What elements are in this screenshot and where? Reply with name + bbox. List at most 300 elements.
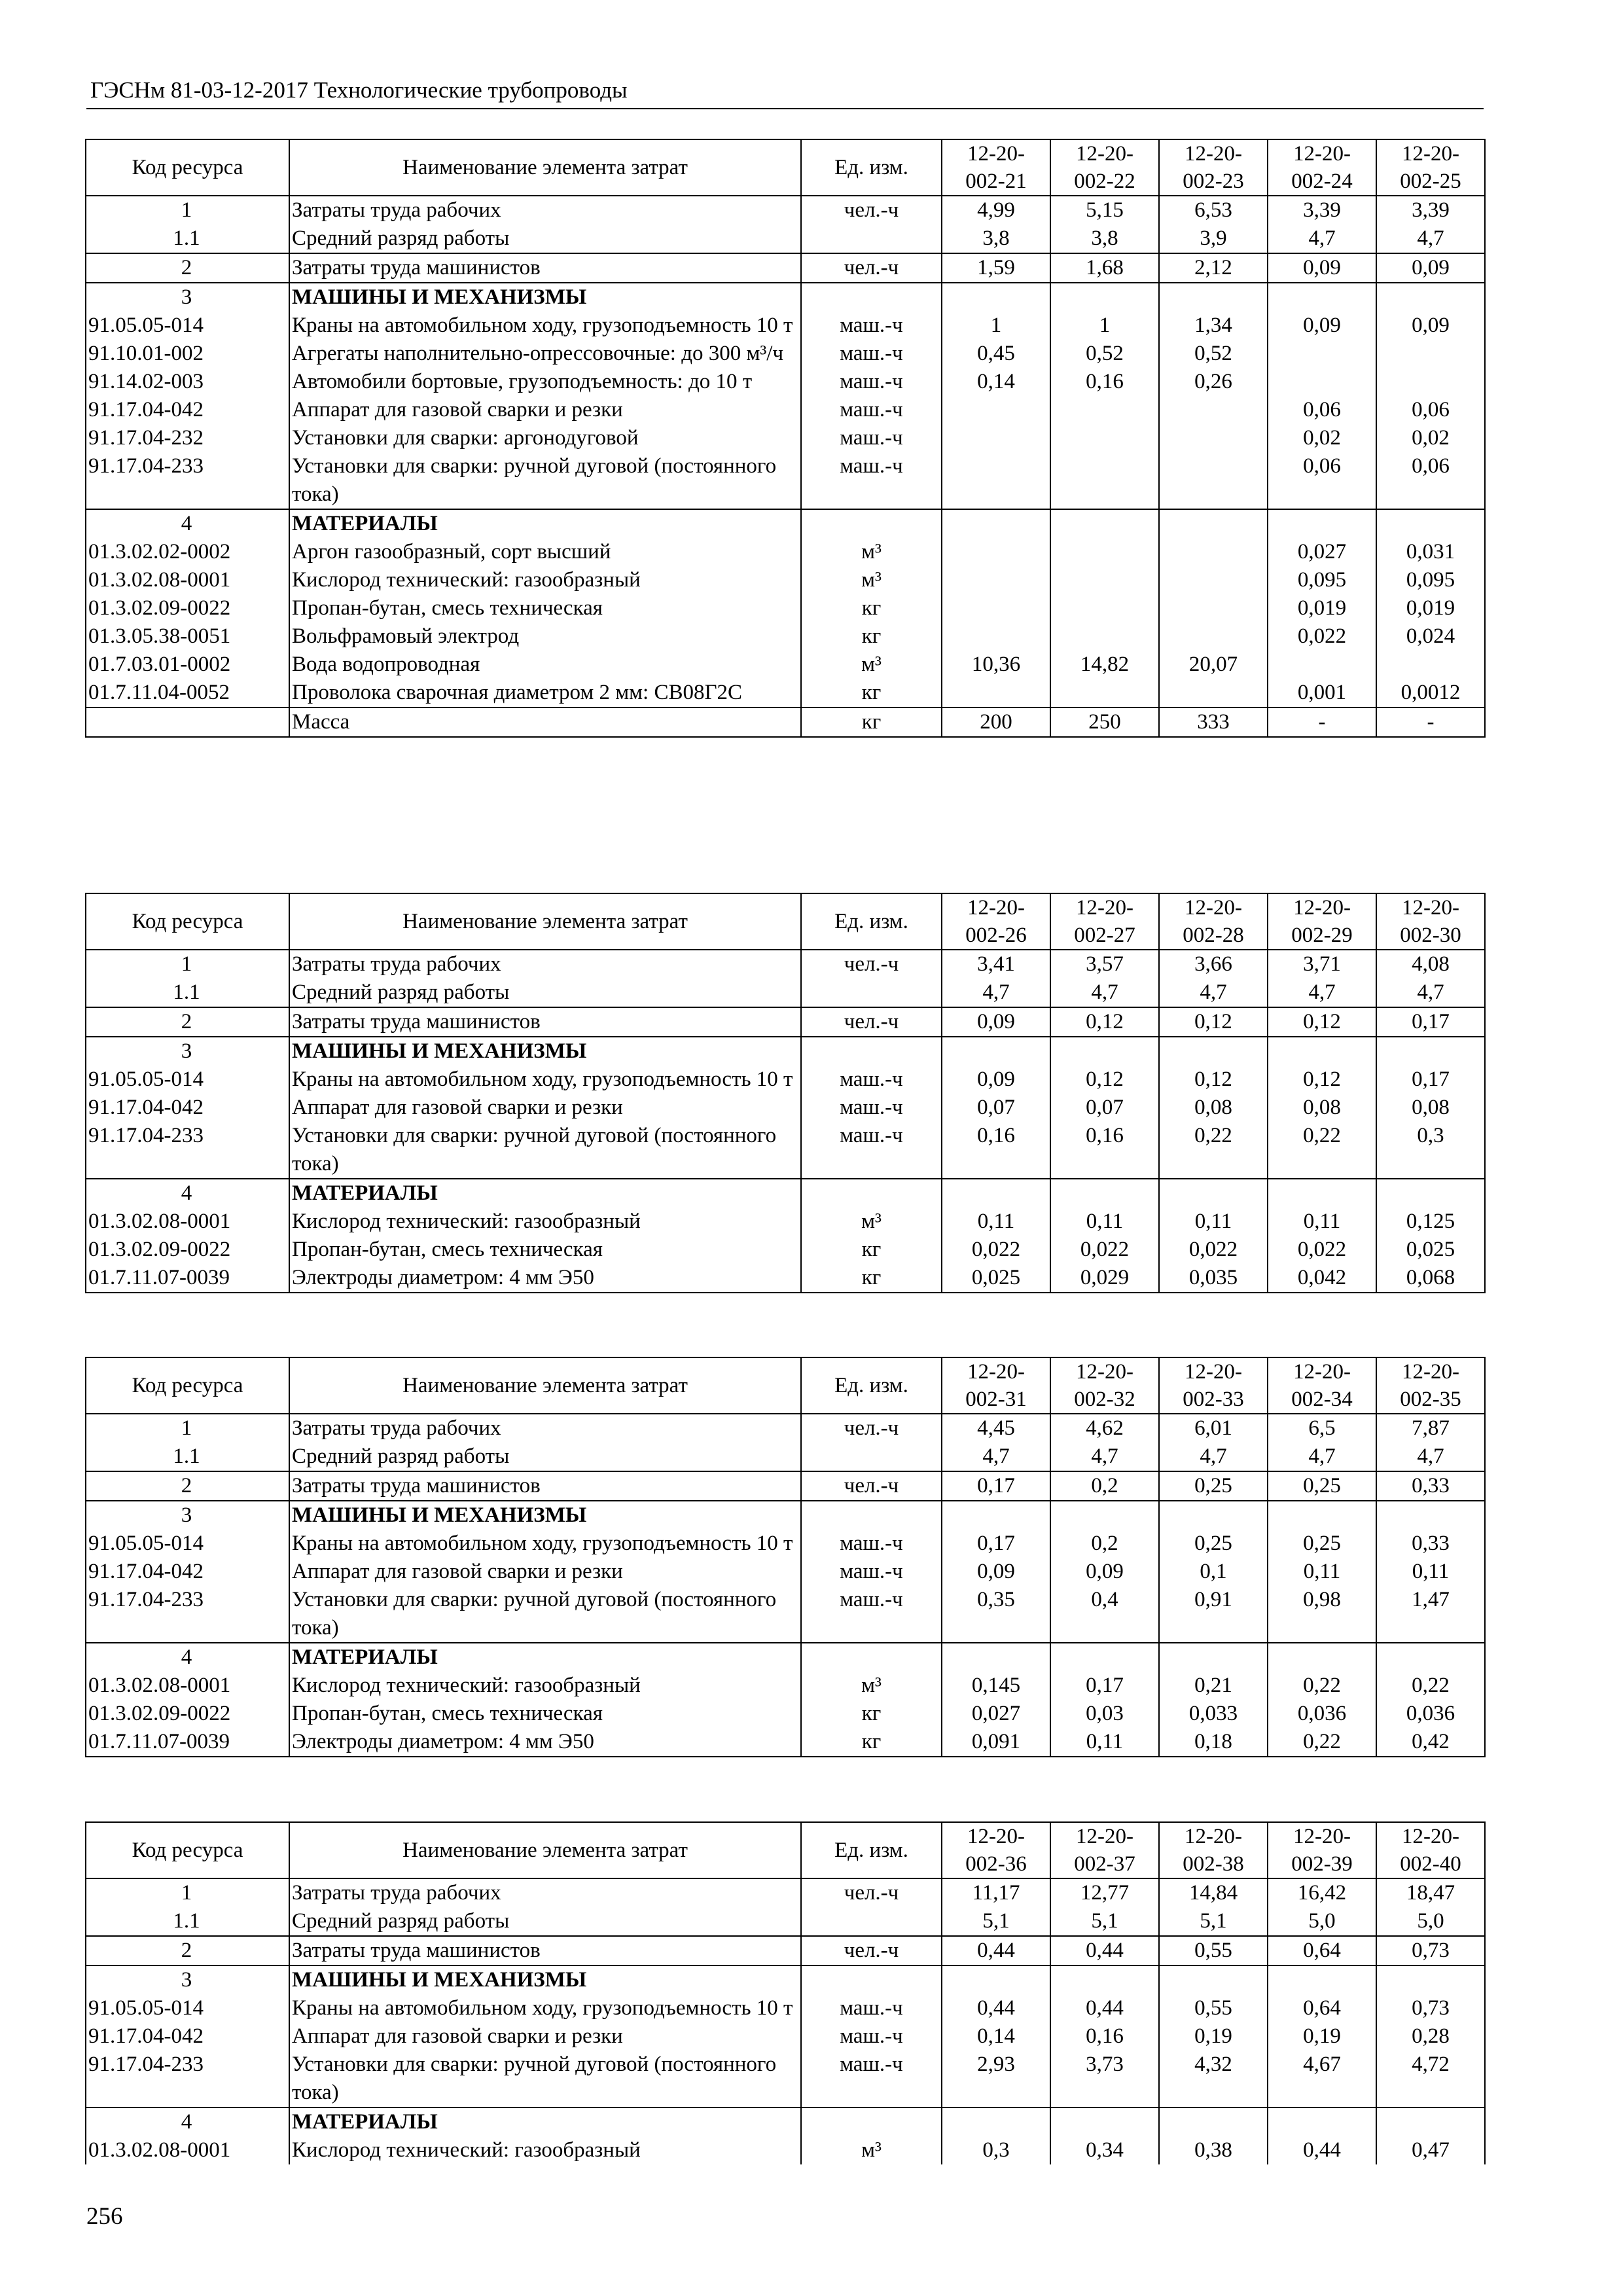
header-code-column: Код ресурса	[86, 139, 289, 196]
resource-value: 0,11	[1376, 1558, 1485, 1586]
resource-value: 0,22	[1268, 1728, 1376, 1757]
resource-unit	[801, 1037, 942, 1066]
resource-value	[1159, 424, 1268, 452]
resource-value	[1159, 1037, 1268, 1066]
resource-value: 0,4	[1050, 1586, 1159, 1643]
resource-value: 0,022	[1268, 622, 1376, 651]
resource-value	[1376, 1037, 1485, 1066]
resource-name: МАТЕРИАЛЫ	[289, 1643, 801, 1672]
resource-value: 14,84	[1159, 1878, 1268, 1907]
resource-unit: маш.-ч	[801, 452, 942, 509]
resource-name: Электроды диаметром: 4 мм Э50	[289, 1728, 801, 1757]
resource-value: 0,17	[1376, 1007, 1485, 1037]
header-norm-code	[1159, 139, 1268, 196]
resource-value: 2,93	[942, 2051, 1050, 2108]
resource-code: 91.05.05-014	[86, 1530, 289, 1558]
resource-unit: маш.-ч	[801, 1122, 942, 1179]
document-header-title: ГЭСНм 81-03-12-2017 Технологические трубопроводы	[90, 77, 628, 103]
resource-value: 4,7	[1050, 978, 1159, 1007]
resource-value: 3,39	[1268, 196, 1376, 224]
section-row	[86, 1501, 1485, 1530]
resource-value: 0,16	[1050, 2022, 1159, 2051]
resource-value: 0,22	[1268, 1122, 1376, 1179]
table-header-row	[86, 1822, 1485, 1878]
table-row	[86, 1728, 1485, 1757]
resource-code: 01.3.02.08-0001	[86, 566, 289, 594]
resource-name: Средний разряд работы	[289, 224, 801, 253]
resource-value: 0,16	[942, 1122, 1050, 1179]
resource-name: Затраты труда машинистов	[289, 1936, 801, 1965]
header-norm-code	[1159, 1357, 1268, 1414]
resource-value: 0,17	[1050, 1672, 1159, 1700]
resource-value	[1159, 679, 1268, 708]
resource-unit: кг	[801, 1728, 942, 1757]
resource-value: 4,7	[1268, 224, 1376, 253]
resource-unit: маш.-ч	[801, 1094, 942, 1122]
header-norm-code	[1376, 893, 1485, 950]
resource-code: 1	[86, 1414, 289, 1443]
resource-name: Аппарат для газовой сварки и резки	[289, 1558, 801, 1586]
resource-value: 0,25	[1268, 1530, 1376, 1558]
resource-value: 4,62	[1050, 1414, 1159, 1443]
table-row	[86, 1672, 1485, 1700]
resource-value: 0,09	[1376, 253, 1485, 283]
header-norm-code-line: 12-20-	[1293, 142, 1351, 166]
resource-name: Затраты труда машинистов	[289, 253, 801, 283]
table-row	[86, 1558, 1485, 1586]
resource-name: МАТЕРИАЛЫ	[289, 1179, 801, 1208]
resource-name: Затраты труда машинистов	[289, 1471, 801, 1501]
header-norm-code	[1268, 1822, 1376, 1878]
header-code-column: Код ресурса	[86, 893, 289, 950]
resource-code: 01.3.02.09-0022	[86, 1700, 289, 1728]
resource-value: 4,08	[1376, 950, 1485, 978]
resource-code: 1.1	[86, 1907, 289, 1936]
section-row	[86, 1965, 1485, 1994]
resource-name: Пропан-бутан, смесь техническая	[289, 594, 801, 622]
resource-value	[1268, 1037, 1376, 1066]
resource-code: 01.7.11.07-0039	[86, 1264, 289, 1293]
resource-value	[942, 1965, 1050, 1994]
resource-value: 5,1	[942, 1907, 1050, 1936]
header-norm-code-line: 002-34	[1291, 1388, 1353, 1411]
resource-code: 2	[86, 1936, 289, 1965]
resource-value	[942, 622, 1050, 651]
resource-value	[1268, 1965, 1376, 1994]
resource-value	[1376, 1643, 1485, 1672]
resource-name: Установки для сварки: ручной дуговой (постоянного тока)	[289, 2051, 801, 2108]
resource-value: 16,42	[1268, 1878, 1376, 1907]
resource-name: МАТЕРИАЛЫ	[289, 509, 801, 538]
resource-name: Затраты труда машинистов	[289, 1007, 801, 1037]
table-row	[86, 594, 1485, 622]
resource-value	[1050, 424, 1159, 452]
resource-value	[942, 566, 1050, 594]
resource-name: Аргон газообразный, сорт высший	[289, 538, 801, 566]
resource-code: 2	[86, 253, 289, 283]
table-row	[86, 196, 1485, 224]
resource-value: 0,024	[1376, 622, 1485, 651]
resource-value	[942, 283, 1050, 312]
resource-value	[1050, 566, 1159, 594]
resource-unit: маш.-ч	[801, 1558, 942, 1586]
resource-code: 3	[86, 1965, 289, 1994]
resource-value: 3,71	[1268, 950, 1376, 978]
header-norm-code-line: 002-26	[965, 924, 1027, 947]
resource-value: 3,9	[1159, 224, 1268, 253]
resource-value: 0,09	[942, 1007, 1050, 1037]
resource-value: 0,19	[1268, 2022, 1376, 2051]
resource-unit: маш.-ч	[801, 340, 942, 368]
resource-code: 91.05.05-014	[86, 1994, 289, 2022]
resource-value: 0,18	[1159, 1728, 1268, 1757]
resource-value: 0,21	[1159, 1672, 1268, 1700]
resource-value: 1,34	[1159, 312, 1268, 340]
resource-unit	[801, 224, 942, 253]
resource-name: Затраты труда рабочих	[289, 1414, 801, 1443]
resource-value	[1376, 1179, 1485, 1208]
header-norm-code-line: 002-30	[1400, 924, 1461, 947]
header-norm-code-line: 12-20-	[1185, 1360, 1242, 1384]
resource-value	[1268, 283, 1376, 312]
resource-value	[942, 396, 1050, 424]
resource-value	[942, 452, 1050, 509]
resource-unit: маш.-ч	[801, 2022, 942, 2051]
resource-name: Краны на автомобильном ходу, грузоподъемность 10 т	[289, 1994, 801, 2022]
section-row	[86, 283, 1485, 312]
resource-code: 4	[86, 1179, 289, 1208]
resource-value: 14,82	[1050, 651, 1159, 679]
table-row	[86, 679, 1485, 708]
resource-value: 0,73	[1376, 1936, 1485, 1965]
resource-code: 91.05.05-014	[86, 312, 289, 340]
table-row	[86, 224, 1485, 253]
header-norm-code-line: 002-29	[1291, 924, 1353, 947]
resource-unit: м³	[801, 651, 942, 679]
resource-name: Электроды диаметром: 4 мм Э50	[289, 1264, 801, 1293]
resource-value	[1376, 283, 1485, 312]
resource-value: 1	[942, 312, 1050, 340]
section-row	[86, 1179, 1485, 1208]
header-norm-code	[942, 1357, 1050, 1414]
resource-value	[942, 1643, 1050, 1672]
table-row	[86, 1936, 1485, 1965]
section-row	[86, 2108, 1485, 2136]
resource-value	[1159, 594, 1268, 622]
resource-unit: маш.-ч	[801, 424, 942, 452]
resource-value: 3,8	[1050, 224, 1159, 253]
resource-value: 0,06	[1268, 396, 1376, 424]
resource-value: 0,22	[1376, 1672, 1485, 1700]
table-row	[86, 978, 1485, 1007]
header-norm-code	[1376, 139, 1485, 196]
resource-code: 01.3.02.09-0022	[86, 1236, 289, 1264]
header-norm-code-line: 002-21	[965, 170, 1027, 193]
resource-value: 0,09	[1268, 253, 1376, 283]
resource-value: 0,17	[942, 1530, 1050, 1558]
section-row	[86, 509, 1485, 538]
resource-value: 0,001	[1268, 679, 1376, 708]
resource-value	[1050, 1501, 1159, 1530]
resource-value: 0,25	[1159, 1471, 1268, 1501]
table-row	[86, 566, 1485, 594]
resource-code: 1	[86, 1878, 289, 1907]
table-row	[86, 1878, 1485, 1907]
resource-table-3	[85, 1357, 1486, 1757]
resource-value: 0,22	[1159, 1122, 1268, 1179]
resource-value	[1050, 538, 1159, 566]
resource-value: 0,12	[1050, 1007, 1159, 1037]
resource-unit	[801, 1443, 942, 1471]
table-row	[86, 1414, 1485, 1443]
resource-value: 0,52	[1159, 340, 1268, 368]
resource-value: 0,035	[1159, 1264, 1268, 1293]
header-norm-code-line: 12-20-	[1402, 1825, 1459, 1848]
resource-table-2	[85, 893, 1486, 1293]
resource-value: 0,17	[942, 1471, 1050, 1501]
resource-unit: кг	[801, 708, 942, 737]
resource-unit: м³	[801, 1208, 942, 1236]
resource-code: 91.17.04-042	[86, 396, 289, 424]
resource-value: 0,16	[1050, 1122, 1159, 1179]
resource-value	[942, 424, 1050, 452]
table-header-row	[86, 1357, 1485, 1414]
resource-value: 0,11	[1268, 1208, 1376, 1236]
resource-value: 0,11	[942, 1208, 1050, 1236]
table-row	[86, 708, 1485, 737]
header-norm-code-line: 002-27	[1074, 924, 1135, 947]
header-norm-code-line: 002-35	[1400, 1388, 1461, 1411]
resource-value	[1159, 622, 1268, 651]
header-norm-code	[1376, 1357, 1485, 1414]
resource-name: МАШИНЫ И МЕХАНИЗМЫ	[289, 1965, 801, 1994]
resource-unit: кг	[801, 679, 942, 708]
resource-code: 91.14.02-003	[86, 368, 289, 396]
header-norm-code-line: 002-28	[1183, 924, 1244, 947]
resource-value: 0,068	[1376, 1264, 1485, 1293]
resource-value	[1268, 2108, 1376, 2136]
resource-name: Затраты труда рабочих	[289, 950, 801, 978]
header-norm-code-line: 002-23	[1183, 170, 1244, 193]
header-norm-code-line: 12-20-	[967, 896, 1025, 920]
resource-value: 4,7	[1268, 978, 1376, 1007]
resource-value	[1050, 2108, 1159, 2136]
table-row	[86, 622, 1485, 651]
header-name-column: Наименование элемента затрат	[289, 139, 801, 196]
resource-value: 12,77	[1050, 1878, 1159, 1907]
resource-unit: маш.-ч	[801, 1994, 942, 2022]
page-number: 256	[86, 2203, 123, 2230]
resource-value	[1268, 1179, 1376, 1208]
header-rule	[86, 108, 1484, 109]
resource-code: 1.1	[86, 1443, 289, 1471]
resource-unit: чел.-ч	[801, 1936, 942, 1965]
resource-value: 0,08	[1159, 1094, 1268, 1122]
resource-value	[942, 1179, 1050, 1208]
resource-value: 0,91	[1159, 1586, 1268, 1643]
resource-value	[942, 2108, 1050, 2136]
resource-value: 0,25	[1268, 1471, 1376, 1501]
resource-value: 0,52	[1050, 340, 1159, 368]
resource-value: 4,7	[942, 1443, 1050, 1471]
resource-unit	[801, 2108, 942, 2136]
resource-value: 1,68	[1050, 253, 1159, 283]
resource-value: 0,33	[1376, 1530, 1485, 1558]
resource-value	[1050, 1037, 1159, 1066]
resource-unit	[801, 1501, 942, 1530]
resource-value: 0,55	[1159, 1936, 1268, 1965]
resource-code: 01.3.02.08-0001	[86, 2136, 289, 2164]
resource-value	[1376, 368, 1485, 396]
resource-code	[86, 708, 289, 737]
resource-code: 01.3.02.08-0001	[86, 1672, 289, 1700]
header-norm-code-line: 002-31	[965, 1388, 1027, 1411]
resource-value: 0,02	[1376, 424, 1485, 452]
resource-value: 18,47	[1376, 1878, 1485, 1907]
resource-code: 2	[86, 1007, 289, 1037]
header-name-column: Наименование элемента затрат	[289, 1357, 801, 1414]
resource-value	[1376, 509, 1485, 538]
resource-name: Затраты труда рабочих	[289, 196, 801, 224]
resource-value: 0,025	[942, 1264, 1050, 1293]
resource-value: 0,07	[1050, 1094, 1159, 1122]
header-norm-code	[1268, 893, 1376, 950]
table-row	[86, 1066, 1485, 1094]
resource-name: Установки для сварки: ручной дуговой (постоянного тока)	[289, 1586, 801, 1643]
resource-value: 0,64	[1268, 1994, 1376, 2022]
header-norm-code-line: 12-20-	[1402, 142, 1459, 166]
resource-value: 0,033	[1159, 1700, 1268, 1728]
resource-value	[1050, 1965, 1159, 1994]
resource-code: 91.05.05-014	[86, 1066, 289, 1094]
resource-name: Краны на автомобильном ходу, грузоподъемность 10 т	[289, 312, 801, 340]
resource-unit: чел.-ч	[801, 196, 942, 224]
table-row	[86, 1994, 1485, 2022]
header-norm-code-line: 002-32	[1074, 1388, 1135, 1411]
resource-value: 0,022	[1159, 1236, 1268, 1264]
table-row	[86, 2022, 1485, 2051]
resource-unit: чел.-ч	[801, 253, 942, 283]
resource-value: 7,87	[1376, 1414, 1485, 1443]
resource-code: 91.17.04-042	[86, 1558, 289, 1586]
resource-value: 0,17	[1376, 1066, 1485, 1094]
resource-value: 0,09	[1050, 1558, 1159, 1586]
resource-unit: чел.-ч	[801, 1007, 942, 1037]
resource-value: 0,12	[1268, 1007, 1376, 1037]
header-norm-code	[1050, 1822, 1159, 1878]
resource-value: 4,72	[1376, 2051, 1485, 2108]
resource-name: Кислород технический: газообразный	[289, 2136, 801, 2164]
resource-value: 0,08	[1268, 1094, 1376, 1122]
resource-value: 0,12	[1159, 1007, 1268, 1037]
resource-value: 0,125	[1376, 1208, 1485, 1236]
resource-value: 200	[942, 708, 1050, 737]
resource-value	[1050, 1643, 1159, 1672]
header-norm-code-line: 12-20-	[1402, 1360, 1459, 1384]
table-row	[86, 1907, 1485, 1936]
table-row	[86, 1122, 1485, 1179]
resource-value: 0,98	[1268, 1586, 1376, 1643]
resource-value: 0,022	[1268, 1236, 1376, 1264]
resource-code: 3	[86, 1501, 289, 1530]
resource-code: 91.10.01-002	[86, 340, 289, 368]
resource-value: 4,32	[1159, 2051, 1268, 2108]
header-unit-column: Ед. изм.	[801, 1357, 942, 1414]
resource-unit: кг	[801, 594, 942, 622]
resource-code: 1	[86, 950, 289, 978]
resource-value: 0,0012	[1376, 679, 1485, 708]
resource-unit: кг	[801, 1264, 942, 1293]
table-row	[86, 538, 1485, 566]
resource-value: 6,5	[1268, 1414, 1376, 1443]
resource-value: 0,55	[1159, 1994, 1268, 2022]
resource-value	[942, 679, 1050, 708]
resource-code: 3	[86, 1037, 289, 1066]
resource-value: 0,09	[1376, 312, 1485, 340]
table-row	[86, 312, 1485, 340]
table-row	[86, 368, 1485, 396]
resource-value: -	[1376, 708, 1485, 737]
resource-value	[1159, 452, 1268, 509]
resource-value: 3,39	[1376, 196, 1485, 224]
table-row	[86, 452, 1485, 509]
resource-value: 0,036	[1268, 1700, 1376, 1728]
table-row	[86, 253, 1485, 283]
resource-name: Проволока сварочная диаметром 2 мм: СВ08Г2С	[289, 679, 801, 708]
resource-value: 0,14	[942, 368, 1050, 396]
resource-value	[1268, 1501, 1376, 1530]
resource-value: 0,44	[942, 1994, 1050, 2022]
resource-value: 0,07	[942, 1094, 1050, 1122]
resource-value: 1	[1050, 312, 1159, 340]
resource-code: 3	[86, 283, 289, 312]
resource-value: 0,091	[942, 1728, 1050, 1757]
header-norm-code	[942, 1822, 1050, 1878]
table-row	[86, 1208, 1485, 1236]
resource-value: 20,07	[1159, 651, 1268, 679]
resource-name: Кислород технический: газообразный	[289, 1672, 801, 1700]
header-norm-code-line: 002-37	[1074, 1852, 1135, 1876]
resource-value	[1159, 1965, 1268, 1994]
table-row	[86, 1007, 1485, 1037]
resource-name: Аппарат для газовой сварки и резки	[289, 1094, 801, 1122]
resource-value: 0,3	[942, 2136, 1050, 2164]
header-norm-code-line: 12-20-	[1185, 896, 1242, 920]
header-norm-code-line: 002-22	[1074, 170, 1135, 193]
table-row	[86, 2051, 1485, 2108]
header-norm-code-line: 12-20-	[1293, 1360, 1351, 1384]
resource-value	[1050, 509, 1159, 538]
resource-value: 250	[1050, 708, 1159, 737]
resource-value: 3,41	[942, 950, 1050, 978]
resource-value	[1159, 566, 1268, 594]
resource-value: 0,11	[1050, 1728, 1159, 1757]
resource-value: 5,1	[1050, 1907, 1159, 1936]
resource-value: 4,7	[1159, 978, 1268, 1007]
header-norm-code-line: 12-20-	[1293, 896, 1351, 920]
resource-value: 0,44	[1050, 1936, 1159, 1965]
header-norm-code-line: 002-36	[965, 1852, 1027, 1876]
table-header-row	[86, 139, 1485, 196]
resource-value: 0,34	[1050, 2136, 1159, 2164]
resource-value	[1376, 1965, 1485, 1994]
resource-value: 2,12	[1159, 253, 1268, 283]
resource-name: МАШИНЫ И МЕХАНИЗМЫ	[289, 1037, 801, 1066]
resource-value: 0,022	[1050, 1236, 1159, 1264]
resource-value: 0,26	[1159, 368, 1268, 396]
resource-name: Средний разряд работы	[289, 978, 801, 1007]
resource-name: Пропан-бутан, смесь техническая	[289, 1236, 801, 1264]
